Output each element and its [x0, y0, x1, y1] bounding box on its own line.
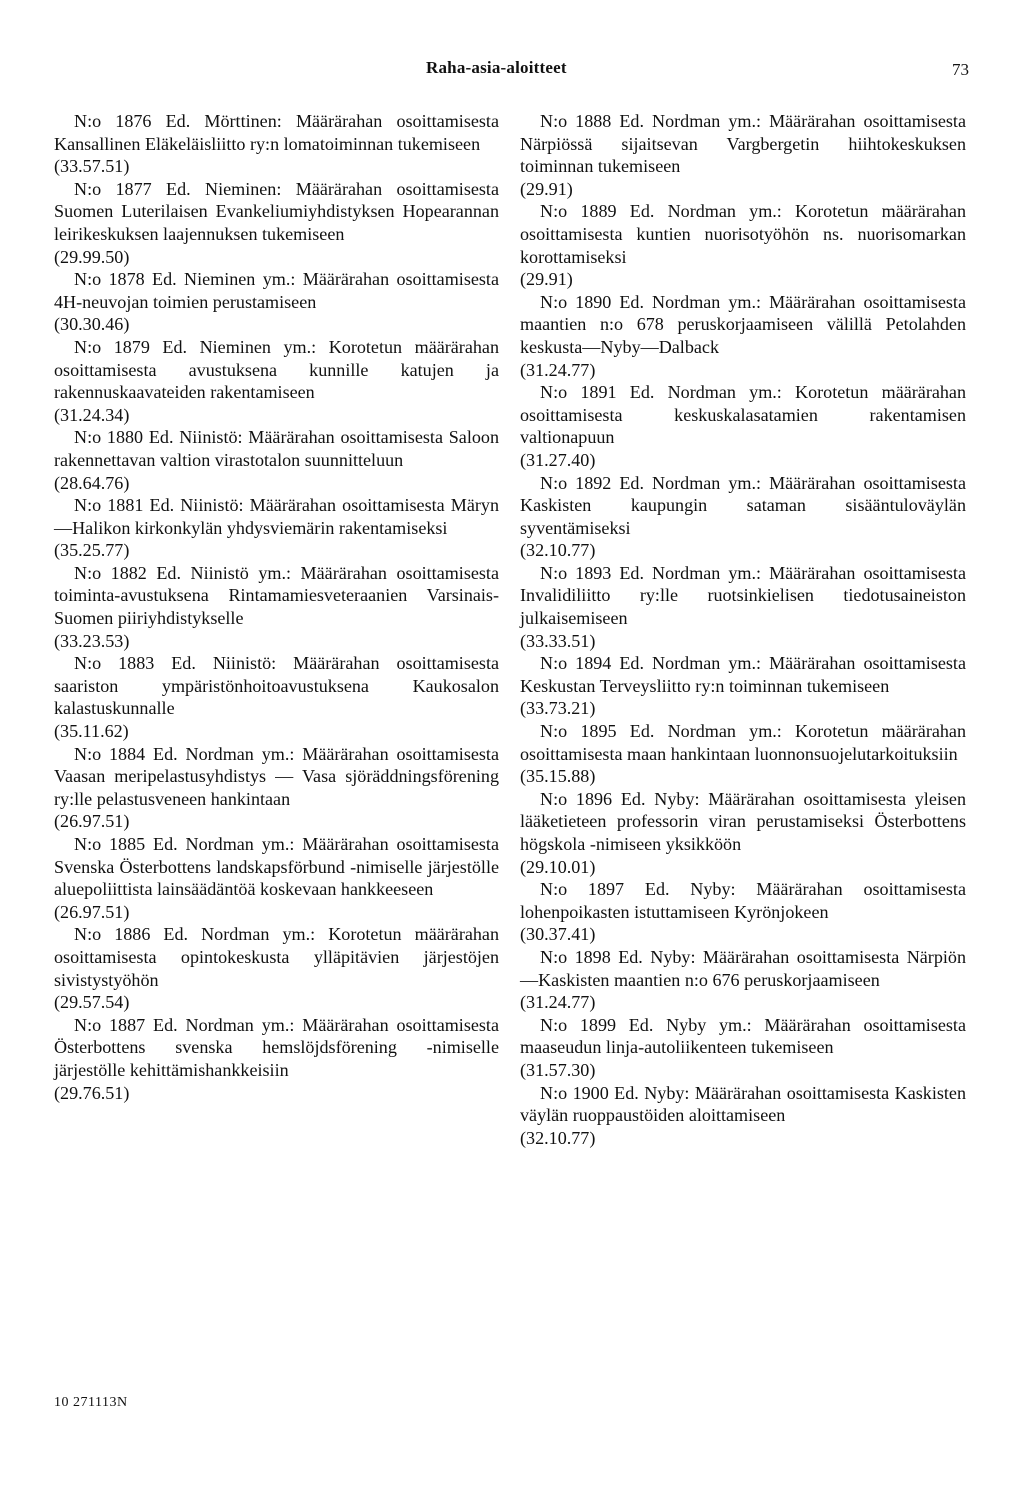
entry-1880 — [54, 426, 499, 494]
entry-text: N:o 1898 Ed. Nyby: Määrärahan osoittamisesta Närpiön—Kaskisten maantien n:o 676 peruskorjaamiseen — [520, 946, 966, 990]
entry-text: N:o 1894 Ed. Nordman ym.: Määrärahan osoittamisesta Keskustan Terveysliitto ry:n toiminnan tukemiseen — [520, 653, 966, 696]
entry-text: N:o 1888 Ed. Nordman ym.: Määrärahan osoittamisesta Närpiössä sijaitsevan Vargbergetin hiihtokeskuksen toiminnan tukemiseen — [520, 111, 966, 177]
entry-code: (31.24.77) — [520, 992, 596, 1013]
entry-1900 — [520, 1082, 966, 1150]
entry-text: N:o 1877 Ed. Nieminen: Määrärahan osoittamisesta Suomen Luterilaisen Evankeliumiyhdistyksen Hopearannan leirikeskuksen laajennuksen tukemiseen — [54, 178, 499, 244]
entry-text: N:o 1895 Ed. Nordman ym.: Korotetun määrärahan osoittamisesta maan hankintaan luonnonsuojelutarkoituksiin — [520, 721, 966, 764]
entry-1889 — [520, 200, 966, 290]
entry-code: (32.10.77) — [520, 1127, 596, 1148]
entry-text: N:o 1896 Ed. Nyby: Määrärahan osoittamisesta yleisen lääketieteen professorin viran perustamiseksi Österbottens högskola -nimiseen yksikköön — [520, 788, 966, 854]
entry-1890 — [520, 291, 966, 381]
entry-code: (35.25.77) — [54, 540, 130, 561]
entry-text: N:o 1884 Ed. Nordman ym.: Määrärahan osoittamisesta Vaasan meripelastusyhdistys — Vasa sjöräddningsförening ry:lle pelastusveneen hankintaan — [54, 743, 499, 809]
entry-text: N:o 1897 Ed. Nyby: Määrärahan osoittamisesta lohenpoikasten istuttamiseen Kyrönjokeen — [520, 879, 966, 922]
right-column — [520, 110, 966, 1149]
entry-1878 — [54, 268, 499, 336]
entry-1895 — [520, 720, 966, 788]
entry-text: N:o 1879 Ed. Nieminen ym.: Korotetun määrärahan osoittamisesta avustuksena kunnille katujen ja rakennuskaavateiden rakentamiseen — [54, 336, 499, 403]
entry-1877 — [54, 178, 499, 268]
entry-text: N:o 1893 Ed. Nordman ym.: Määrärahan osoittamisesta Invalidiliitto ry:lle ruotsinkielisen tiedotusaineiston julkaisemiseen — [520, 562, 966, 629]
entry-text: N:o 1878 Ed. Nieminen ym.: Määrärahan osoittamisesta 4H-neuvojan toimien perustamiseen — [54, 269, 499, 312]
entry-text: N:o 1891 Ed. Nordman ym.: Korotetun määrärahan osoittamisesta keskuskalasatamien rakentamisen valtionapuun — [520, 382, 966, 448]
entry-code: (33.33.51) — [520, 630, 596, 651]
entry-code: (31.24.77) — [520, 359, 596, 380]
entry-code: (31.57.30) — [520, 1059, 596, 1080]
entry-code: (30.30.46) — [54, 314, 130, 335]
entry-text: N:o 1887 Ed. Nordman ym.: Määrärahan osoittamisesta Österbottens svenska hemslöjdsförening -nimiselle järjestölle kehittämishankkeisiin — [54, 1014, 499, 1080]
entry-1894 — [520, 652, 966, 720]
entry-code: (29.91) — [520, 178, 573, 199]
entry-1884 — [54, 743, 499, 833]
entry-1879 — [54, 336, 499, 426]
entry-text: N:o 1876 Ed. Mörttinen: Määrärahan osoittamisesta Kansallinen Eläkeläisliitto ry:n lomatoiminnan tukemiseen — [54, 111, 499, 154]
running-header-title: Raha-asia-aloitteet — [426, 58, 567, 77]
entry-1896 — [520, 788, 966, 878]
entry-1899 — [520, 1014, 966, 1082]
entry-text: N:o 1892 Ed. Nordman ym.: Määrärahan osoittamisesta Kaskisten kaupungin sataman sisääntuloväylän syventämiseksi — [520, 472, 966, 538]
entry-code: (29.76.51) — [54, 1082, 130, 1103]
page-number: 73 — [952, 60, 969, 79]
entry-code: (29.57.54) — [54, 992, 130, 1013]
entry-1888 — [520, 110, 966, 200]
entry-code: (35.11.62) — [54, 721, 129, 742]
entry-text: N:o 1885 Ed. Nordman ym.: Määrärahan osoittamisesta Svenska Österbottens landskapsförbund -nimiselle järjestölle aluepoliittista lainsäädäntöä koskevaan hankkeeseen — [54, 834, 499, 900]
entry-text: N:o 1886 Ed. Nordman ym.: Korotetun määrärahan osoittamisesta opintokeskusta ylläpitävien järjestöjen sivistystyöhön — [54, 924, 499, 990]
entry-code: (35.15.88) — [520, 766, 596, 787]
entry-code: (28.64.76) — [54, 472, 130, 493]
entry-code: (29.99.50) — [54, 246, 130, 267]
entry-text: N:o 1880 Ed. Niinistö: Määrärahan osoittamisesta Saloon rakennettavan valtion virastotalon suunnitteluun — [54, 427, 499, 470]
entry-code: (33.73.21) — [520, 698, 596, 719]
entry-1891 — [520, 381, 966, 471]
entry-text: N:o 1900 Ed. Nyby: Määrärahan osoittamisesta Kaskisten väylän ruoppaustöiden aloittamiseen — [520, 1082, 966, 1126]
entry-code: (33.57.51) — [54, 156, 130, 177]
entry-text: N:o 1899 Ed. Nyby ym.: Määrärahan osoittamisesta maaseudun linja-autoliikenteen tukemiseen — [520, 1014, 966, 1058]
entry-1893 — [520, 562, 966, 652]
entry-code: (29.10.01) — [520, 856, 596, 877]
entry-1885 — [54, 833, 499, 923]
entry-code: (26.97.51) — [54, 901, 130, 922]
entry-text: N:o 1889 Ed. Nordman ym.: Korotetun määrärahan osoittamisesta kuntien nuorisotyöhön ns. nuorisomarkan korottamiseksi — [520, 201, 966, 267]
entry-1883 — [54, 652, 499, 742]
entry-1876 — [54, 110, 499, 178]
entry-1887 — [54, 1014, 499, 1104]
entry-1886 — [54, 923, 499, 1013]
entry-1892 — [520, 472, 966, 562]
entry-code: (30.37.41) — [520, 924, 596, 945]
entry-text: N:o 1882 Ed. Niinistö ym.: Määrärahan osoittamisesta toiminta-avustuksena Rintamamiesveteraanien Varsinais-Suomen piiriyhdistykselle — [54, 562, 499, 629]
entry-code: (31.24.34) — [54, 404, 130, 425]
entry-code: (26.97.51) — [54, 811, 130, 832]
entry-code: (33.23.53) — [54, 630, 130, 651]
entry-code: (32.10.77) — [520, 540, 596, 561]
entry-text: N:o 1881 Ed. Niinistö: Määrärahan osoittamisesta Märyn—Halikon kirkonkylän yhdysviemärin rakentamiseksi — [54, 495, 499, 538]
footer-print-code: 10 271113N — [54, 1395, 128, 1410]
entry-1898 — [520, 946, 966, 1014]
left-column — [54, 110, 499, 1104]
entry-text: N:o 1883 Ed. Niinistö: Määrärahan osoittamisesta saariston ympäristönhoitoavustuksena Kaukosalon kalastuskunnalle — [54, 653, 499, 719]
entry-1897 — [520, 878, 966, 946]
entry-text: N:o 1890 Ed. Nordman ym.: Määrärahan osoittamisesta maantien n:o 678 peruskorjaamiseen välillä Petolahden keskusta—Nyby—Dalback — [520, 291, 966, 357]
entry-1882 — [54, 562, 499, 652]
entry-1881 — [54, 494, 499, 562]
entry-code: (31.27.40) — [520, 449, 596, 470]
entry-code: (29.91) — [520, 269, 573, 290]
